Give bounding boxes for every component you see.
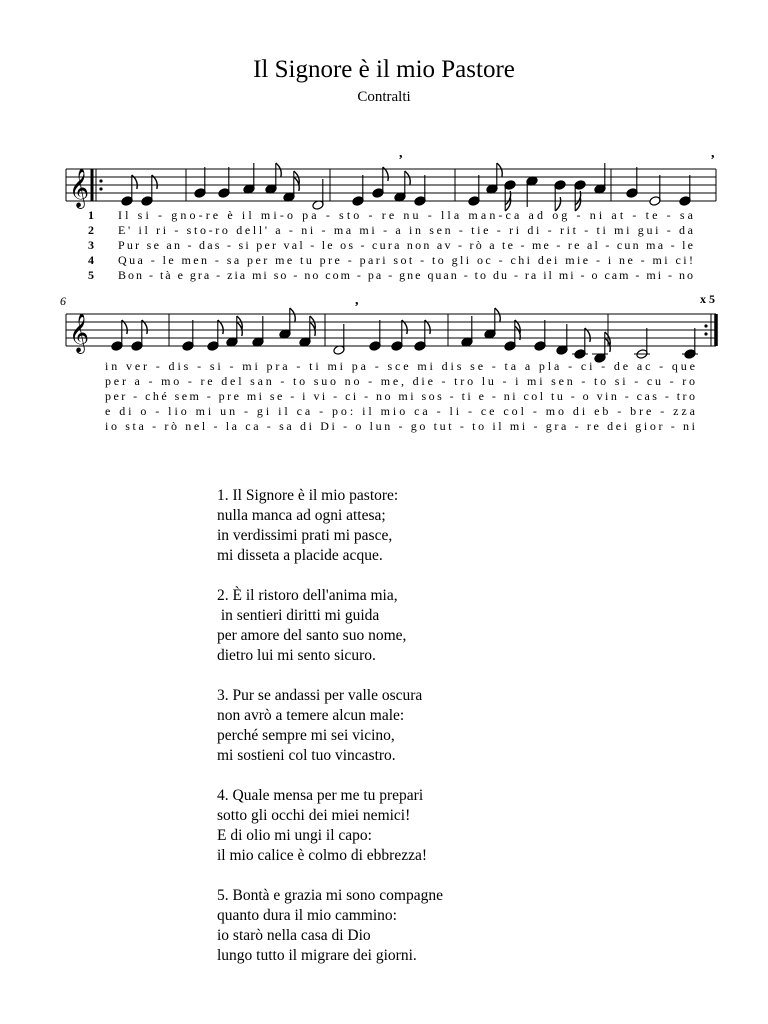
note — [111, 320, 127, 351]
stanza-line: dietro lui mi sento sicuro. — [217, 647, 376, 664]
note — [372, 167, 388, 198]
stanza-line: lungo tutto il migrare dei giorni. — [217, 947, 417, 964]
note — [468, 175, 480, 206]
breath-mark: , — [711, 146, 715, 161]
note-flag — [290, 308, 295, 322]
verse-number: 5 — [88, 268, 94, 282]
lyric-line-5: io sta - rò nel - la ca - sa di Di - o lun - go tut - to il mi - gra - re dei gior - ni — [105, 419, 695, 433]
lyric-line-5: Bon - tà e gra - zia mi so - no com - pa - gne quan - to du - ra il mi - o cam - mi - no — [118, 268, 693, 282]
note — [131, 320, 147, 351]
stanza-line: il mio calice è colmo di ebbrezza! — [217, 847, 428, 864]
measure-number: 6 — [60, 294, 66, 308]
note — [534, 320, 546, 351]
note — [682, 328, 698, 359]
stanza-line: nulla manca ad ogni attesa; — [217, 507, 386, 524]
stanza-line: E di olio mi ungi il capo: — [217, 827, 372, 844]
note — [141, 175, 157, 206]
stanza — [217, 586, 443, 666]
note — [194, 167, 206, 198]
lyric-line-4: e di o - lio mi un - gi il ca - po: il mio ca - li - ce col - mo di eb - bre - zza — [105, 404, 695, 418]
lyric-line-3: Pur se an - das - si per val - le os - cura non av - rò a te - me - re al - cun ma - le — [118, 238, 693, 252]
stanza-line: 5. Bontà e grazia mi sono compagne — [217, 887, 443, 904]
stanza-line: 2. È il ristoro dell'anima mia, — [217, 587, 398, 604]
note — [312, 179, 324, 210]
note — [626, 167, 638, 198]
note — [504, 180, 516, 211]
note-flag — [495, 308, 500, 322]
note-flag — [497, 163, 502, 177]
staff-system-2 — [66, 293, 716, 354]
note — [526, 176, 538, 207]
lyric-line-4: Qua - le men - sa per me tu pre - pari sot - to gli oc - chi dei mie - i ne - mi ci! — [118, 253, 693, 267]
lyrics-text — [217, 486, 443, 986]
stanza-line: io starò nella casa di Dio — [217, 927, 371, 944]
note — [391, 320, 407, 351]
note — [574, 180, 586, 211]
breath-mark: , — [355, 293, 359, 308]
repeat-dot — [99, 179, 102, 182]
stanza — [217, 886, 443, 966]
note-flag — [405, 171, 410, 185]
note-flag — [276, 163, 281, 177]
stanza-line: 1. Il Signore è il mio pastore: — [217, 487, 399, 504]
repeat-dot — [704, 332, 707, 335]
verse-number: 1 — [88, 208, 94, 222]
note — [572, 328, 590, 359]
note — [556, 324, 568, 355]
stanza — [217, 486, 443, 566]
note — [484, 308, 500, 339]
lyrics — [88, 208, 696, 433]
lyric-line-2: per a - mo - re del san - to suo no - me, die - tro lu - i mi sen - to si - cu - ro — [105, 374, 696, 388]
note — [649, 175, 661, 206]
stanza-line: non avrò a temere alcun male: — [217, 707, 405, 724]
note — [634, 328, 650, 359]
note — [369, 320, 381, 351]
note — [299, 316, 315, 347]
note — [252, 316, 264, 347]
stanza — [217, 686, 443, 766]
lyric-line-1: Il si - gno-re è il mi-o pa - sto - re nu - lla man-ca ad og - ni at - te - sa — [118, 208, 693, 222]
lyric-line-3: per - ché sem - pre mi se - i vi - ci - no mi sos - ti e - ni col tu - o vin - cas - tro — [105, 389, 695, 403]
note — [394, 171, 410, 202]
note — [207, 320, 223, 351]
stanza-line: mi sostieni col tuo vincastro. — [217, 747, 396, 764]
music-score — [0, 0, 768, 440]
note — [554, 180, 566, 211]
stanza-line: in verdissimi prati mi pasce, — [217, 527, 393, 544]
note — [679, 175, 691, 206]
note — [414, 175, 426, 206]
stanza-line: sotto gli occhi dei miei nemici! — [217, 807, 411, 824]
stanza-line: 3. Pur se andassi per valle oscura — [217, 687, 423, 704]
note — [414, 320, 430, 351]
stanza-line: perché sempre mi sei vicino, — [217, 727, 395, 744]
stanza-line: in sentieri diritti mi guida — [217, 607, 380, 624]
repeat-count-marking: x 5 — [700, 292, 715, 306]
breath-mark: , — [399, 146, 403, 161]
note — [121, 175, 137, 206]
note — [226, 316, 242, 347]
note — [279, 308, 295, 339]
stanza — [217, 786, 443, 866]
verse-number: 3 — [88, 238, 94, 252]
treble-clef-icon: 𝄞 — [69, 168, 90, 208]
note — [265, 163, 281, 194]
note — [594, 163, 606, 194]
note — [352, 175, 364, 206]
stanza-line: mi disseta a placide acque. — [217, 547, 383, 564]
page-title: Il Signore è il mio Pastore — [253, 56, 515, 83]
stanza-line: per amore del santo suo nome, — [217, 627, 407, 644]
verse-number: 4 — [88, 253, 94, 267]
note — [182, 320, 194, 351]
note — [461, 316, 473, 347]
note — [333, 324, 345, 355]
note — [283, 171, 299, 202]
note — [486, 163, 502, 194]
stanza-line: quanto dura il mio cammino: — [217, 907, 397, 924]
repeat-dot — [99, 187, 102, 190]
lyric-line-1: in ver - dis - si - mi pra - ti mi pa - sce mi dis se - ta a pla - ci - de ac - que — [105, 359, 695, 373]
note — [218, 167, 230, 198]
lyric-line-2: E' il ri - sto-ro dell' a - ni - ma mi - a in sen - tie - ri di - rit - ti mi gui - da — [118, 223, 693, 237]
voice-part-subtitle: Contralti — [357, 89, 411, 105]
stanza-line: 4. Quale mensa per me tu prepari — [217, 787, 424, 804]
treble-clef-icon: 𝄞 — [69, 313, 90, 353]
note — [504, 320, 520, 351]
repeat-dot — [704, 324, 707, 327]
staff-system-1 — [66, 146, 716, 209]
note — [243, 163, 255, 194]
verse-number: 2 — [88, 223, 94, 237]
